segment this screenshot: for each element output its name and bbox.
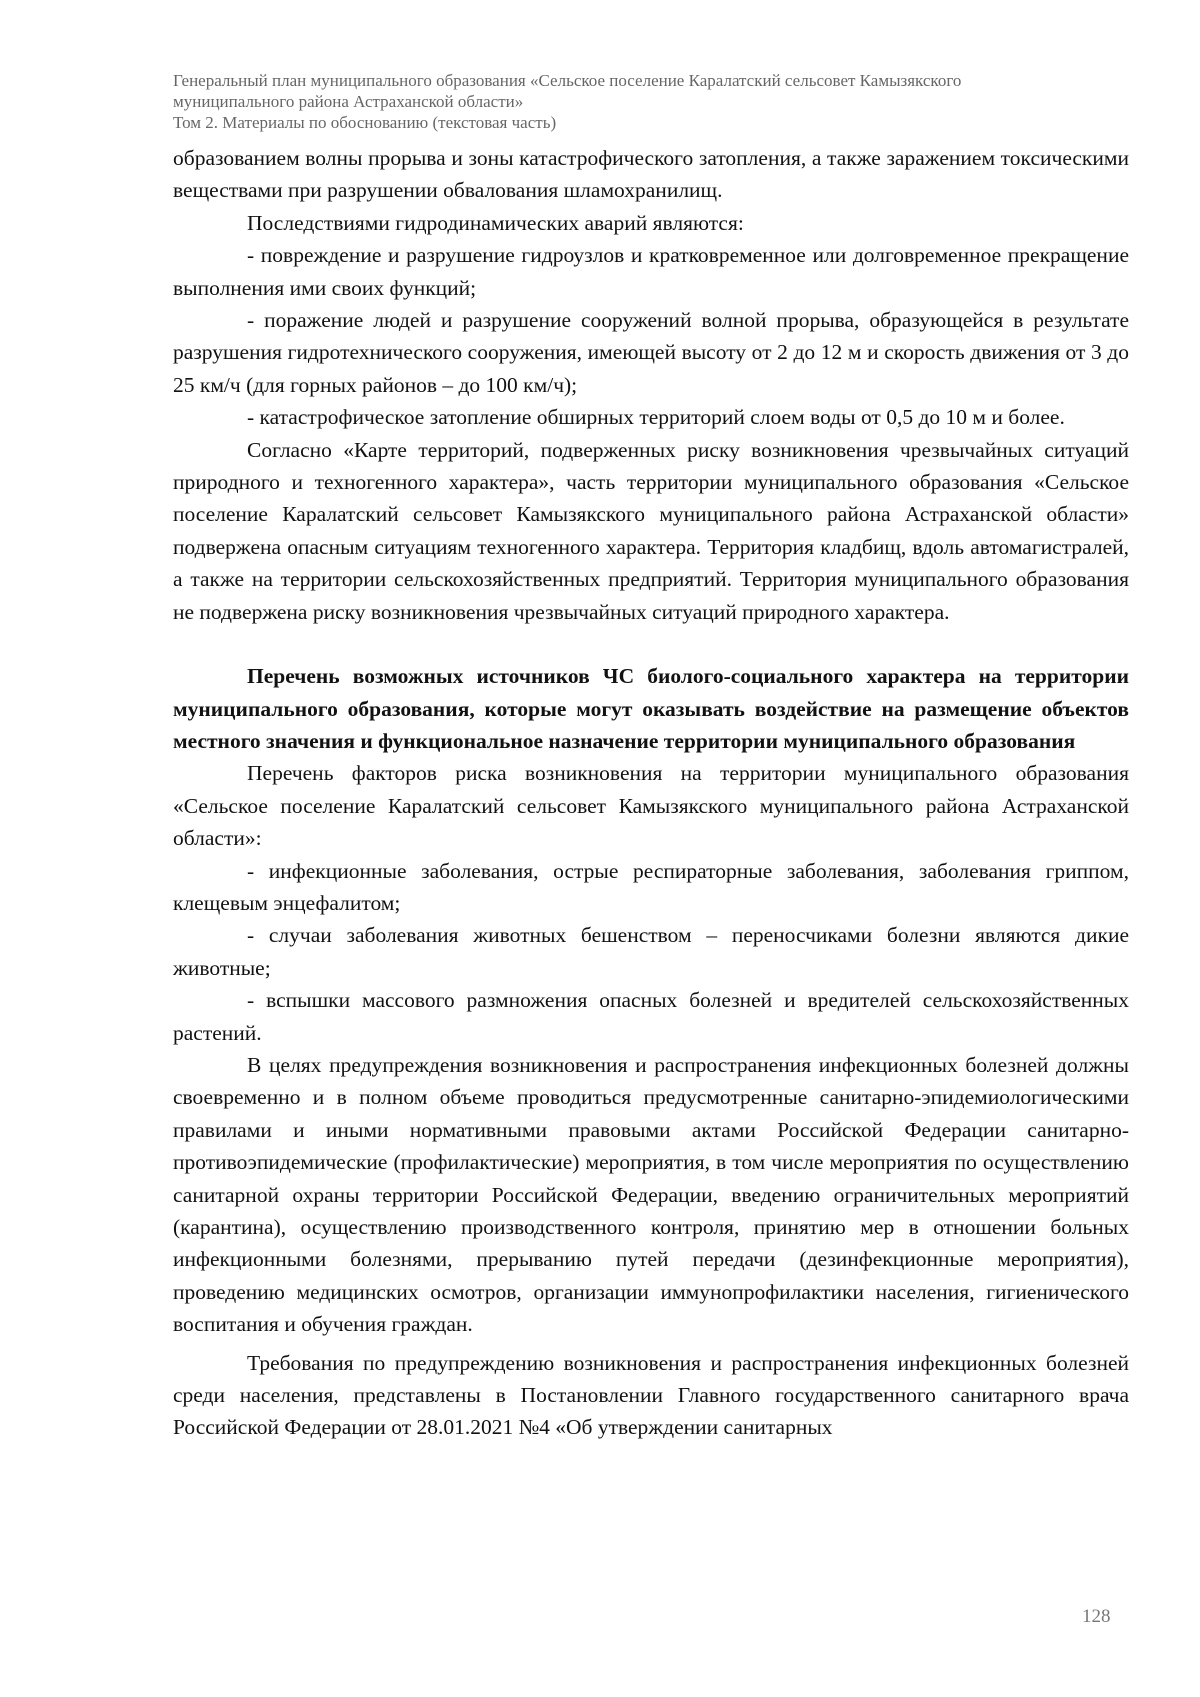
paragraph-prevention: В целях предупреждения возникновения и распространения инфекционных болезней должны своевременно и в полном объеме проводиться предусмотренные санитарно-эпидемиологическими правилами и иными нормативными правовыми актами Российской Федерации санитарно-противоэпидемические (профилактические) мероприятия, в том числе мероприятия по осуществлению санитарной охраны территории Российской Федерации, введению ограничительных мероприятий (карантина), осуществлению производственного контроля, принятию мер в отношении больных инфекционными болезнями, прерыванию путей передачи (дезинфекционные мероприятия), проведению медицинских осмотров, организации иммунопрофилактики населения, гигиенического воспитания и обучения граждан. [173, 1052, 1129, 1337]
list-item-infections: - инфекционные заболевания, острые респираторные заболевания, заболевания гриппом, клещевым энцефалитом; [173, 858, 1129, 915]
list-item-breakthrough-wave: - поражение людей и разрушение сооружений волной прорыва, образующейся в результате разрушения гидротехнического сооружения, имеющей высоту от 2 до 12 м и скорость движения от 3 до 25 км/ч (для горных районов – до 100 км/ч); [173, 308, 1129, 397]
list-item-flooding: - катастрофическое затопление обширных территорий слоем воды от 0,5 до 10 м и более. [247, 405, 1065, 430]
paragraph-consequences-intro: Последствиями гидродинамических аварий являются: [247, 210, 744, 235]
list-item-damage: - повреждение и разрушение гидроузлов и кратковременное или долговременное прекращение выполнения ими своих функций; [173, 243, 1129, 300]
header-line-1: Генеральный план муниципального образования «Сельское поселение Каралатский сельсовет Камызякского [173, 71, 962, 90]
paragraph-risk-map: Согласно «Карте территорий, подверженных риску возникновения чрезвычайных ситуаций природного и техногенного характера», часть территории муниципального образования «Сельское поселение Каралатский сельсовет Камызякского муниципального района Астраханской области» подвержена опасным ситуациям техногенного характера. Территория кладбищ, вдоль автомагистралей, а также на территории сельскохозяйственных предприятий. Территория муниципального образования не подвержена риску возникновения чрезвычайных ситуаций природного характера. [173, 437, 1129, 624]
paragraph-continuation: образованием волны прорыва и зоны катастрофического затопления, а также заражением токсическими веществами при разрушении обвалования шламохранилищ. [173, 146, 1129, 203]
paragraph-requirements: Требования по предупреждению возникновения и распространения инфекционных болезней среди населения, представлены в Постановлении Главного государственного санитарного врача Российской Федерации от 28.01.2021 №4 «Об утверждении санитарных [173, 1350, 1129, 1440]
header-line-3: Том 2. Материалы по обоснованию (текстовая часть) [173, 113, 557, 132]
paragraph-risk-factors: Перечень факторов риска возникновения на территории муниципального образования «Сельское поселение Каралатский сельсовет Камызякского муниципального района Астраханской области»: [173, 761, 1129, 851]
document-body [173, 142, 1129, 1444]
running-header [173, 70, 1133, 133]
header-line-2: муниципального района Астраханской области» [173, 92, 524, 111]
page-number: 128 [1082, 1606, 1111, 1627]
section-heading: Перечень возможных источников ЧС биолого-социального характера на территории муниципального образования, которые могут оказывать воздействие на размещение объектов местного значения и функциональное назначение территории муниципального образования [173, 664, 1129, 753]
list-item-pests: - вспышки массового размножения опасных болезней и вредителей сельскохозяйственных растений. [173, 988, 1129, 1045]
list-item-rabies: - случаи заболевания животных бешенством – переносчиками болезни являются дикие животные; [173, 923, 1129, 980]
